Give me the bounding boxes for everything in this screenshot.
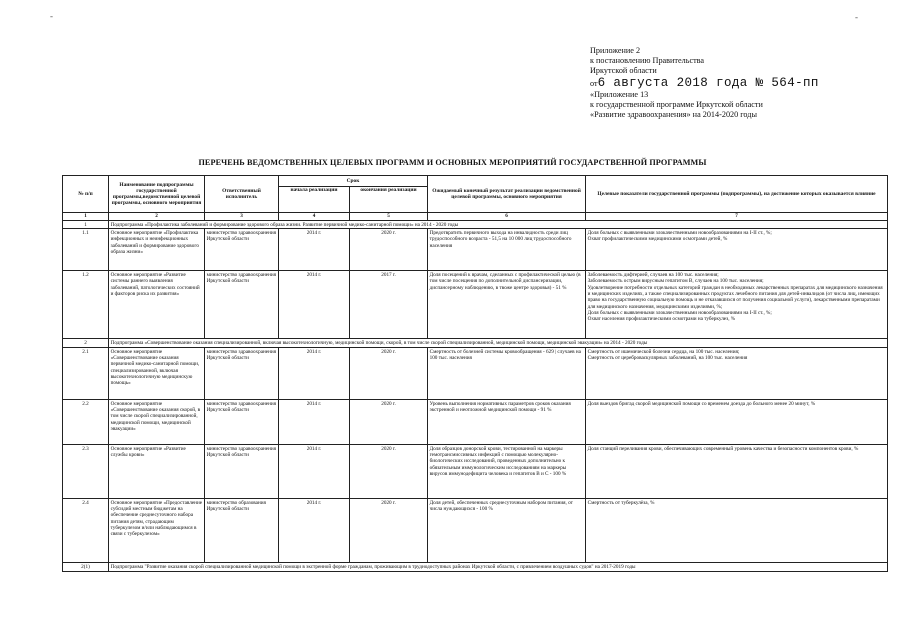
row-start: 2014 г. [279, 444, 350, 498]
header-indicators: Целевые показатели государственной программы (подпрограммы), на достижение которых оказывается влияние [586, 176, 888, 213]
header-term: Срок [279, 176, 428, 187]
scan-mark-right: - [855, 12, 858, 22]
table-row [63, 271, 888, 339]
col-number: 6 [428, 213, 586, 221]
col-number: 2 [109, 213, 205, 221]
row-result: Уровень выполнения нормативных параметров сроков оказания экстренной и неотложной медицинской помощи - 91 % [428, 399, 586, 444]
approval-header [590, 46, 890, 120]
header-line-1: Приложение 2 [590, 46, 641, 55]
programs-table [62, 175, 888, 572]
table-row [63, 498, 888, 562]
row-name: Основное мероприятие «Предоставление субсидий местным бюджетам на обеспечение среднесуточного набора питания детям, страдающим туберкулезом и/или наблюдающимся в связи с туберкулезом» [109, 498, 205, 562]
row-num: 2.2 [63, 399, 109, 444]
row-end: 2020 г. [350, 229, 428, 271]
row-name: Основное мероприятие «Развитие системы раннего выявления заболеваний, патологических состояний и факторов риска их развития» [109, 271, 205, 339]
subprogram-row-2-1 [63, 562, 888, 571]
row-indicators: Смертность от ишемической болезни сердца, на 100 тыс. населения; Смертность от цереброваскулярных заболеваний, на 100 тыс. населения [586, 347, 888, 399]
row-indicators: Доля больных с выявленными злокачественными новообразованиями на I-II ст., %; Охват профилактическими медицинскими осмотрами детей, % [586, 229, 888, 271]
col-number: 3 [205, 213, 279, 221]
subprogram-title: Подпрограмма "Развитие оказания скорой специализированной медицинской помощи в экстренной форме гражданам, проживающим в труднодоступных районах Иркутской области, с привлечением воздушных судов" на 2017-2019 годы [109, 562, 888, 571]
row-start: 2014 г. [279, 229, 350, 271]
row-indicators: Смертность от туберкулёза, % [586, 498, 888, 562]
column-number-row [63, 213, 888, 221]
row-result: Доля посещений к врачам, сделанных с профилактической целью (в том числе посещения по дополнительной диспансеризации, диспансерному наблюдению, в твоже центре здоровья) - 51 % [428, 271, 586, 339]
header-date-prefix: от [590, 78, 598, 88]
subprogram-num: 2 [63, 339, 109, 348]
document-title: ПЕРЕЧЕНЬ ВЕДОМСТВЕННЫХ ЦЕЛЕВЫХ ПРОГРАММ И ОСНОВНЫХ МЕРОПРИЯТИЙ ГОСУДАРСТВЕННОЙ ПРОГРАММЫ [198, 158, 707, 167]
header-end: окончания реализации [350, 186, 428, 213]
row-name: Основное мероприятие «Совершенствование оказания скорой, в том числе скорой специализированной, медицинской помощи, медицинской эвакуации» [109, 399, 205, 444]
row-start: 2014 г. [279, 399, 350, 444]
row-num: 1.2 [63, 271, 109, 339]
header-date-value: 6 августа 2018 года № 564-пп [597, 75, 819, 90]
row-result: Доля детей, обеспеченных среднесуточным набором питания, от числа нуждающихся - 100 % [428, 498, 586, 562]
subprogram-title: Подпрограмма «Профилактика заболеваний и формирование здорового образа жизни. Развитие первичной медико-санитарной помощи» на 2014 - 2020 годы [109, 220, 888, 229]
row-start: 2014 г. [279, 347, 350, 399]
table-row [63, 444, 888, 498]
row-executor: министерство здравоохранения Иркутской области [205, 271, 279, 339]
subprogram-row-2 [63, 339, 888, 348]
table-row [63, 229, 888, 271]
row-num: 2.1 [63, 347, 109, 399]
col-number: 1 [63, 213, 109, 221]
table-row [63, 347, 888, 399]
subprogram-num: 2(1) [63, 562, 109, 571]
col-number: 7 [586, 213, 888, 221]
header-line-2: к постановлению Правительства [590, 56, 705, 66]
row-executor: министерство здравоохранения Иркутской области [205, 229, 279, 271]
row-start: 2014 г. [279, 498, 350, 562]
row-indicators: Доля станций переливания крови, обеспечивающих современный уровень качества и безопасности компонентов крови, % [586, 444, 888, 498]
table-row [63, 399, 888, 444]
row-name: Основное мероприятие «Совершенствование оказания первичной медико-санитарной помощи, специализированной, включая высокотехнологичную медицинскую помощь» [109, 347, 205, 399]
row-name: Основное мероприятие «Развитие службы крови» [109, 444, 205, 498]
row-executor: министерство здравоохранения Иркутской области [205, 347, 279, 399]
row-indicators: Доля выездов бригад скорой медицинской помощи со временем доезда до больного менее 20 минут, % [586, 399, 888, 444]
row-indicators: Заболеваемость дифтерией, случаев на 100 тыс. населения; Заболеваемость острым вирусным гепатитом В, случаев на 100 тыс. населения; Удовлетворение потребности отдельных категорий граждан в необходимых лекарственных препаратах для медицинского назначения и медицинских изделиях, а также специализированных продуктах лечебного питания для детей-инвалидов (от числа лиц, имеющих право на государственную социальную помощь и не отказавшихся от получения социальной услуги), лекарственными препаратами для медицинского назначения, медицинскими изделиями, %; Доля больных с выявленными злокачественными новообразованиями на I-II ст., %; Охват населения профилактическими осмотрами на туберкулез, % [586, 271, 888, 339]
header-line-6: к государственной программе Иркутской области [590, 99, 763, 109]
row-executor: министерство здравоохранения Иркутской области [205, 444, 279, 498]
row-end: 2020 г. [350, 498, 428, 562]
header-line-5: «Приложение 13 [590, 89, 649, 99]
subprogram-row-1 [63, 220, 888, 229]
header-executor: Ответственный исполнитель [205, 176, 279, 213]
row-executor: министерство образования Иркутской области [205, 498, 279, 562]
subprogram-title: Подпрограмма «Совершенствование оказания специализированной, включая высокотехнологичную, медицинской помощи, скорой, в том числе скорой специализированной, медицинской помощи, медицинской эвакуации» на 2014 - 2020 годы [109, 339, 888, 348]
row-result: Доля образцов донорской крови, тестированной на маркеры гемотрансмиссивных инфекций с помощью молекулярно-биологических исследований, проведенных дополнительно к обязательным иммунологическим исследованиям на маркеры вирусов иммунодефицита человека и гепатитов В и С - 100 % [428, 444, 586, 498]
header-name: Наименование подпрограммы государственной программы,ведомственной целевой программы, основного мероприятия [109, 176, 205, 213]
table-header-row-1 [63, 176, 888, 187]
row-executor: министерство здравоохранения Иркутской области [205, 399, 279, 444]
header-start: начала реализации [279, 186, 350, 213]
row-num: 1.1 [63, 229, 109, 271]
row-end: 2020 г. [350, 399, 428, 444]
row-end: 2020 г. [350, 347, 428, 399]
row-end: 2020 г. [350, 444, 428, 498]
subprogram-num: 1 [63, 220, 109, 229]
header-line-3: Иркутской области [590, 66, 657, 76]
row-end: 2017 г. [350, 271, 428, 339]
header-line-7: «Развитие здравоохранения» на 2014-2020 годы [590, 110, 757, 120]
row-name: Основное мероприятие «Профилактика инфекционных и неинфекционных заболеваний и формирование здорового образа жизни» [109, 229, 205, 271]
row-start: 2014 г. [279, 271, 350, 339]
header-num: № п/п [63, 176, 109, 213]
row-result: Предотвратить первичного выхода на инвалидность среди лиц трудоспособного возраста - 51,5 на 10 000 лиц трудоспособного населения [428, 229, 586, 271]
header-result: Ожидаемый конечный результат реализации ведомственной целевой программы, основного мероприятия [428, 176, 586, 213]
row-result: Смертность от болезней системы кровообращения - 629 | случаев на 100 тыс. населения [428, 347, 586, 399]
row-num: 2.4 [63, 498, 109, 562]
col-number: 4 [279, 213, 350, 221]
scan-mark-left: - [50, 11, 53, 21]
row-num: 2.3 [63, 444, 109, 498]
header-date-line [590, 77, 890, 90]
col-number: 5 [350, 213, 428, 221]
